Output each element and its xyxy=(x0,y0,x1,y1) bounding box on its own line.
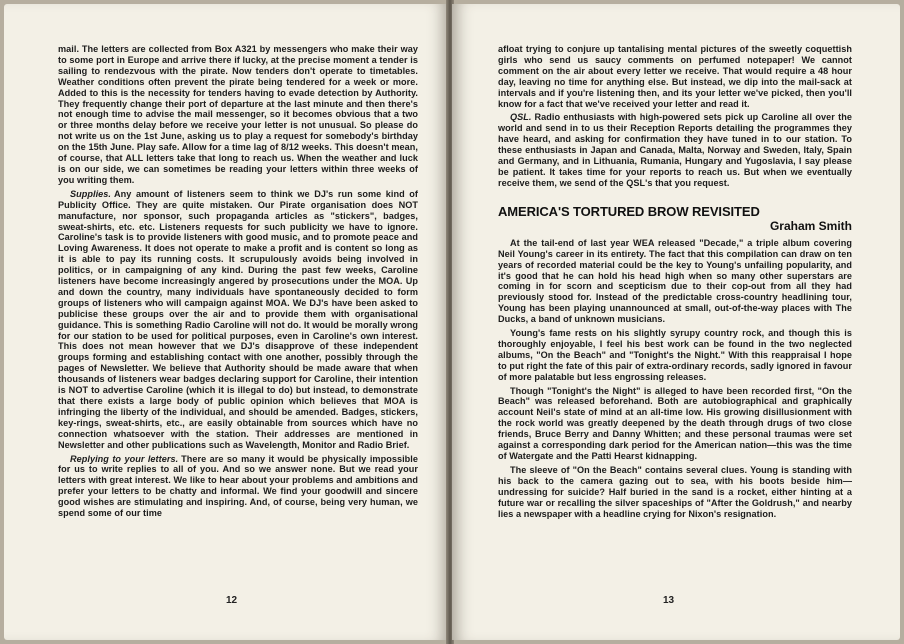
replying-heading: Replying to your letters. xyxy=(70,453,179,464)
article-paragraph-2: Young's fame rests on his slightly syrupy country rock, and though this is thoroughly enjoyable, I feel his best work can be found in the two neglected albums, "On the Beach" and "Tonight's the Night." With this reappraisal I hope to put right the fate of this pair of extra-ordinary records, sadly ignored in favour of more palatable but less engrossing releases. xyxy=(498,328,852,382)
right-paragraph-qsl xyxy=(498,112,852,188)
left-paragraph-2-text: Any amount of listeners seem to think we DJ's run some kind of Publicity Office. They are quite mistaken. Our Pirate organisation does NOT manufacture, nor sponsor, such propaganda articles as "stickers", badges, sweat-shirts, etc. etc. Listeners requests for such publicity we have to ignore. Caroline's task is to provide listeners with good music, and to promote peace and Loving Awareness. It does not operate to make a profit and is content so long as it is able to pay its running costs. It scrupulously avoids being involved in politics, or in campaigning of any kind. During the past few weeks, Caroline listeners have become increasingly angered by prosecutions under the MOA. Up and down the country, many individuals have spontaneously decided to form groups of listeners who will campaign against MOA. We DJ's have been asked to publicise these groups over the air and to provide them with organisational guidance. This is something Radio Caroline will not do. It would be morally wrong for our station to be used for political purposes, even in Caroline's own interest. This does not mean however that we DJ's disapprove of these independent groups forming and establishing contact with one another, possibly through the pages of Newsletter. We believe that Authority should be made aware that when thousands of listeners wear badges declaring support for Caroline, their intention is NOT to advertise Caroline (which it is illegal to do) but instead, to demonstrate that there exists a large body of public opinion which believes that MOA is infringing the liberty of the individual, and should be amended. Badges, stickers, key-rings, sweat-shirts, etc., are easily obtainable from sources which have no connection whatsoever with the station. Their addresses are mentioned in Newsletter and other publications such as Wavelength, Monitor and Radio Brief. xyxy=(58,188,418,450)
right-paragraph-1-text: afloat trying to conjure up tantalising mental pictures of the sweetly coquettish girls who send us saucy comments on perfumed notepaper! We cannot comment on the air about every letter we receive. That would require a 48 hour day, leaving no time for anything else. But instead, we dip into the mail-sack at intervals and if you're listening then, and its your letter we've picked, then you'll know for a fact that we've received your letter and read it. xyxy=(498,44,852,109)
right-paragraph-1 xyxy=(498,44,852,109)
right-page xyxy=(452,4,900,640)
left-page xyxy=(4,4,448,640)
page-number-right: 13 xyxy=(663,595,675,606)
article-title: AMERICA'S TORTURED BROW REVISITED xyxy=(498,203,760,219)
qsl-heading: QSL. xyxy=(510,112,532,123)
article-paragraph-3: Though "Tonight's the Night" is alleged to have been recorded first, "On the Beach" was released beforehand. Both are autobiographical and graphically account Neil's state of mind at an all-time low. His growing disillusionment with the rock world was greatly deepened by the death through drugs of two close friends, Bruce Berry and Danny Whitten; and these personal traumas were set against a corresponding dark period for the American nation—this was the time of Watergate and the Patti Hearst kidnapping. xyxy=(498,385,852,461)
article-paragraph-4: The sleeve of "On the Beach" contains several clues. Young is standing with his back to the camera gazing out to sea, with his boots beside him—undressing for suicide? Half buried in the sand is a rocket, either hinting at a future war or recalling the silver spaceships of "After the Goldrush," and nearby lies a newspaper with a headline crying for Nixon's resignation. xyxy=(498,464,852,519)
left-paragraph-1-text: mail. The letters are collected from Box A321 by messengers who make their way to some port in Europe and arrive there if lucky, at the precise moment a tender is sailing to rendezvous with the pirate. Now tenders don't operate to timetables. Weather conditions often prevent the pirate being tendered for a week or more. Added to this is the necessity for tenders having to evade detection by Authority. They frequently change their port of departure at the last minute and then there's not enough time to advise the mail messenger, so it becomes obvious that a two or three months delay before we receive your letter is not unusual. So please do not write us on the 1st June, asking us to play a request for somebody's birthday on the 15th June. Play safe. Allow for a time lag of 8/12 weeks. This doesn't mean, of course, that ALL letters take that long to reach us. When the weather and luck is on our side, we can sometimes be reading your letters within three weeks of you writing them. xyxy=(58,44,418,185)
right-paragraph-2-text: Radio enthusiasts with high-powered sets pick up Caroline all over the world and send in to us their Reception Reports detailing the programmes they have heard, and asking for confirmation they have tuned in to our station. To these enthusiasts in Japan and Canada, Malta, Norway and Sweden, Italy, Spain and Germany, and in Lithuania, Rumania, Hungary and Yugoslavia, I say please be patient. It takes time for your reports to reach us. But when we eventually receive them, we send of the QSL's that you request. xyxy=(498,112,852,188)
left-paragraph-replying xyxy=(58,454,418,519)
left-paragraph-1 xyxy=(58,44,418,186)
left-paragraph-supplies xyxy=(58,189,418,451)
page-number-left: 12 xyxy=(226,595,238,606)
article-paragraph-1: At the tail-end of last year WEA released "Decade," a triple album covering Neil Young's career in its entirety. The fact that this compilation can draw on ten years of recorded material could be the key to Young's unfailing popularity, and it's good that he can hold his head high when so many other superstars are coming in for scorn and scepticism due to their cop-out from all they had previously stood for. Instead of the predictable cross-country headlining tour, Young has been playing unannounced at small, out-of-the-way places with The Ducks, a band of unknown musicians. xyxy=(498,237,852,325)
supplies-heading: Supplies. xyxy=(70,188,112,199)
left-paragraph-3-text: There are so many it would be physically impossible for us to write replies to all of you. And so we answer none. But we read your letters with great interest. We like to hear about your problems and ambitions and prefer your letters to be chatty and informal. We find your goodwill and sincere good wishes are stimulating and inspiring. And, of course, being very human, we spend some of our time xyxy=(58,453,418,519)
article-author: Graham Smith xyxy=(769,218,852,233)
